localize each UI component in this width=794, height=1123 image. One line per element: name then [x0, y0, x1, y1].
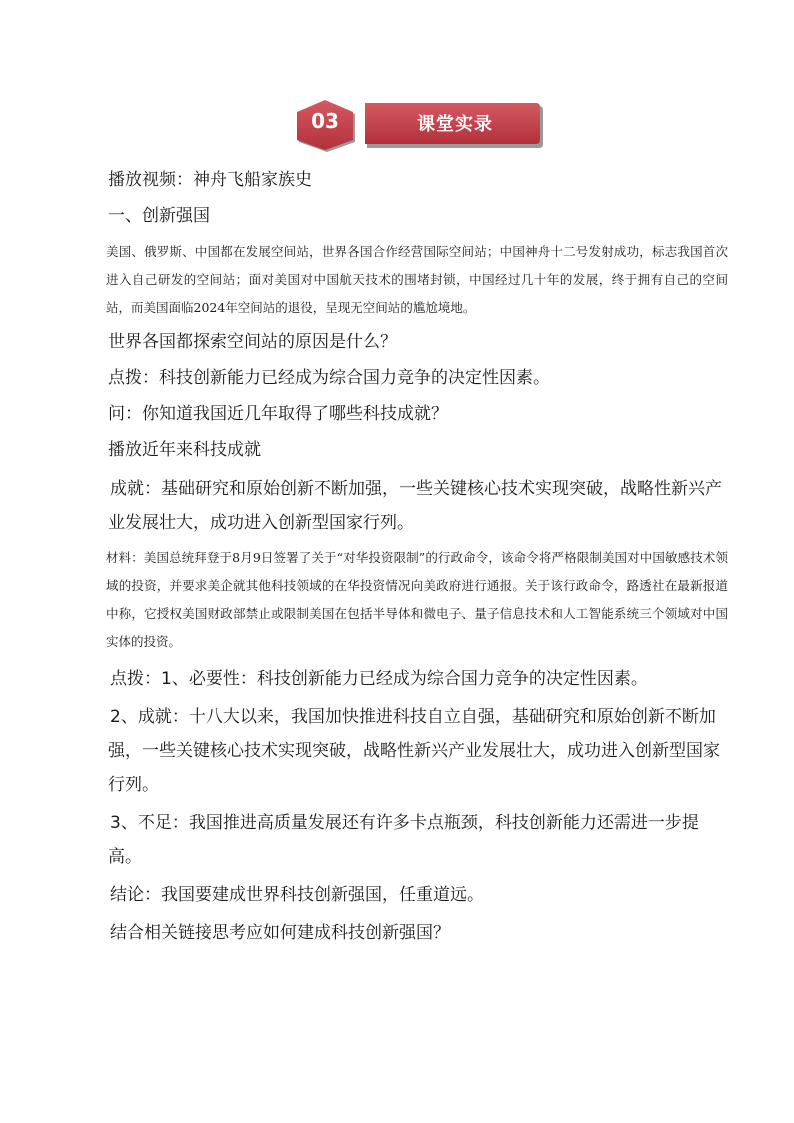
section-number: 03	[311, 109, 339, 133]
question-1: 世界各国都探索空间站的原因是什么？	[108, 332, 397, 352]
hint-1: 点拨：科技创新能力已经成为综合国力竞争的决定性因素。	[108, 368, 550, 388]
point-1: 点拨：1、必要性：科技创新能力已经成为综合国力竞争的决定性因素。	[110, 669, 648, 689]
material-2: 材料：美国总统拜登于8月9日签署了关于“对华投资限制”的行政命令，该命令将严格限制美国对中国敏感技术领域的投资，并要求美企就其他科技领域的在华投资情况向美政府进行通报。关于该行政命令，路透社在最新报道中称，它授权美国财政部禁止或限制美国在包括半导体和微电子、量子信息技术和人工智能系统三个领域对中国实体的投资。	[106, 550, 728, 649]
intro-material: 美国、俄罗斯、中国都在发展空间站，世界各国合作经营国际空间站；中国神舟十二号发射成功，标志我国首次进入自己研发的空间站；面对美国对中国航天技术的围堵封锁，中国经过几十年的发展，终于拥有自己的空间站，而美国面临2024年空间站的退役，呈现无空间站的尴尬境地。	[106, 244, 728, 315]
document-body	[108, 166, 728, 954]
section-header-badge	[293, 100, 545, 152]
video-line: 播放视频：神舟飞船家族史	[108, 170, 312, 190]
achievement-paragraph: 成就：基础研究和原始创新不断加强，一些关键核心技术实现突破，战略性新兴产业发展壮大，成功进入创新型国家行列。	[108, 479, 722, 533]
question-3: 结合相关链接思考应如何建成科技创新强国？	[110, 923, 450, 943]
play-recent-line: 播放近年来科技成就	[108, 440, 261, 460]
section-title: 课堂实录	[417, 114, 493, 135]
conclusion: 结论：我国要建成世界科技创新强国，任重道远。	[110, 885, 484, 905]
section-heading: 一、创新强国	[108, 206, 210, 226]
point-2: 2、成就：十八大以来，我国加快推进科技自立自强，基础研究和原始创新不断加强，一些关键核心技术实现突破，战略性新兴产业发展壮大，成功进入创新型国家行列。	[108, 707, 720, 795]
question-2: 问：你知道我国近几年取得了哪些科技成就？	[108, 404, 448, 424]
point-3: 3、不足：我国推进高质量发展还有许多卡点瓶颈，科技创新能力还需进一步提高。	[108, 813, 699, 867]
